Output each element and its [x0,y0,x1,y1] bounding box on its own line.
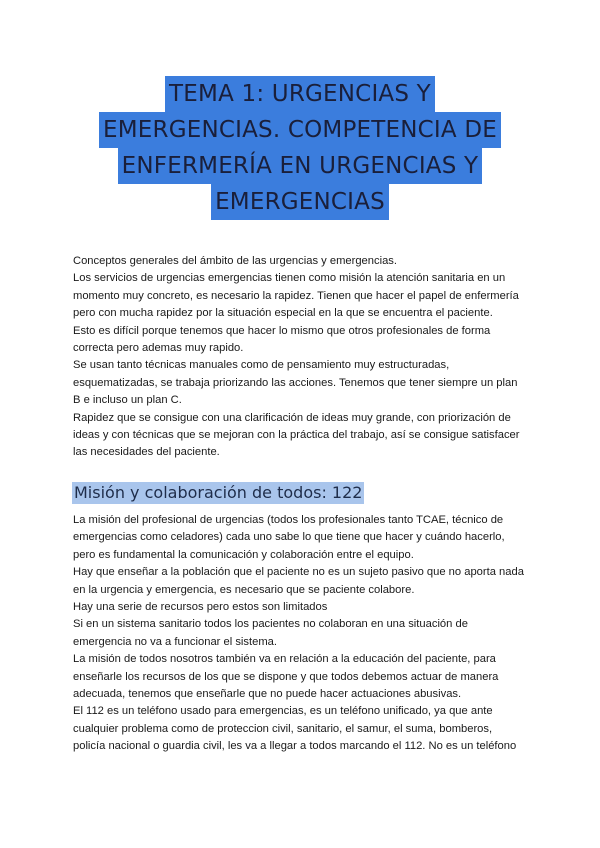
text-line: Hay una serie de recursos pero estos son limitados [73,601,328,614]
text-line: policía nacional o guardia civil, les va a llegar a todos marcando el 112. No es un teléfono [73,740,517,753]
intro-paragraphs [73,253,533,462]
text-line: emergencias como celadores) cada uno sabe lo que tiene que hacer y cuándo hacerlo, [73,531,505,544]
text-line: Los servicios de urgencias emergencias tienen como misión la atención sanitaria en un [73,272,506,285]
text-line: correcta pero ademas muy rapido. [73,342,244,355]
document-title [60,76,540,220]
text-line: emergencia no va a funcionar el sistema. [73,635,277,648]
section-heading [72,482,364,504]
text-line: Esto es difícil porque tenemos que hacer lo mismo que otros profesionales de forma [73,324,491,337]
text-line: Se usan tanto técnicas manuales como de pensamiento muy estructuradas, [73,359,450,372]
text-line: B e incluso un plan C. [73,394,182,407]
title-line: TEMA 1: URGENCIAS Y [165,76,435,112]
text-line: Conceptos generales del ámbito de las urgencias y emergencias. [73,255,398,267]
text-line: Si en un sistema sanitario todos los pacientes no colaboran en una situación de [73,618,468,631]
text-line: ideas y con técnicas que se mejoran con la práctica del trabajo, así se consigue satisfacer [73,429,520,442]
text-line: Rapidez que se consigue con una clarificación de ideas muy grande, con priorización de [73,411,511,424]
text-line: momento muy concreto, es necesario la rapidez. Tienen que hacer el papel de enfermería [73,289,519,302]
text-line: La misión del profesional de urgencias (todos los profesionales tanto TCAE, técnico de [73,514,504,526]
title-line: EMERGENCIAS. COMPETENCIA DE [99,112,501,148]
title-line: ENFERMERÍA EN URGENCIAS Y [118,148,483,184]
text-line: las necesidades del paciente. [73,446,220,459]
text-line: El 112 es un teléfono usado para emergencias, es un teléfono unificado, ya que ante [73,705,493,718]
text-line: pero es fundamental la comunicación y colaboración entre el equipo. [73,548,414,561]
text-line: en la urgencia y emergencia, es necesario que se paciente colabore. [73,583,415,596]
text-line: Hay que enseñar a la población que el paciente no es un sujeto pasivo que no aporta nada [73,566,524,579]
text-line: La misión de todos nosotros también va en relación a la educación del paciente, para [73,653,496,666]
text-line: cualquier problema como de proteccion civil, sanitario, el samur, el suma, bomberos, [73,722,493,735]
section-heading-text: Misión y colaboración de todos: 122 [74,483,363,502]
text-line: pero con mucha rapidez por la situación especial en la que se encuentra el paciente. [73,307,493,320]
text-line: enseñarle los recursos de los que se dispone y que todos debemos actuar de manera [73,670,499,683]
section-paragraphs [73,512,533,756]
title-line: EMERGENCIAS [211,184,389,220]
text-line: esquematizadas, se trabaja priorizando las acciones. Tenemos que tener siempre un plan [73,376,518,389]
text-line: adecuada, tenemos que enseñarle que no puede hacer actuaciones abusivas. [73,688,462,701]
